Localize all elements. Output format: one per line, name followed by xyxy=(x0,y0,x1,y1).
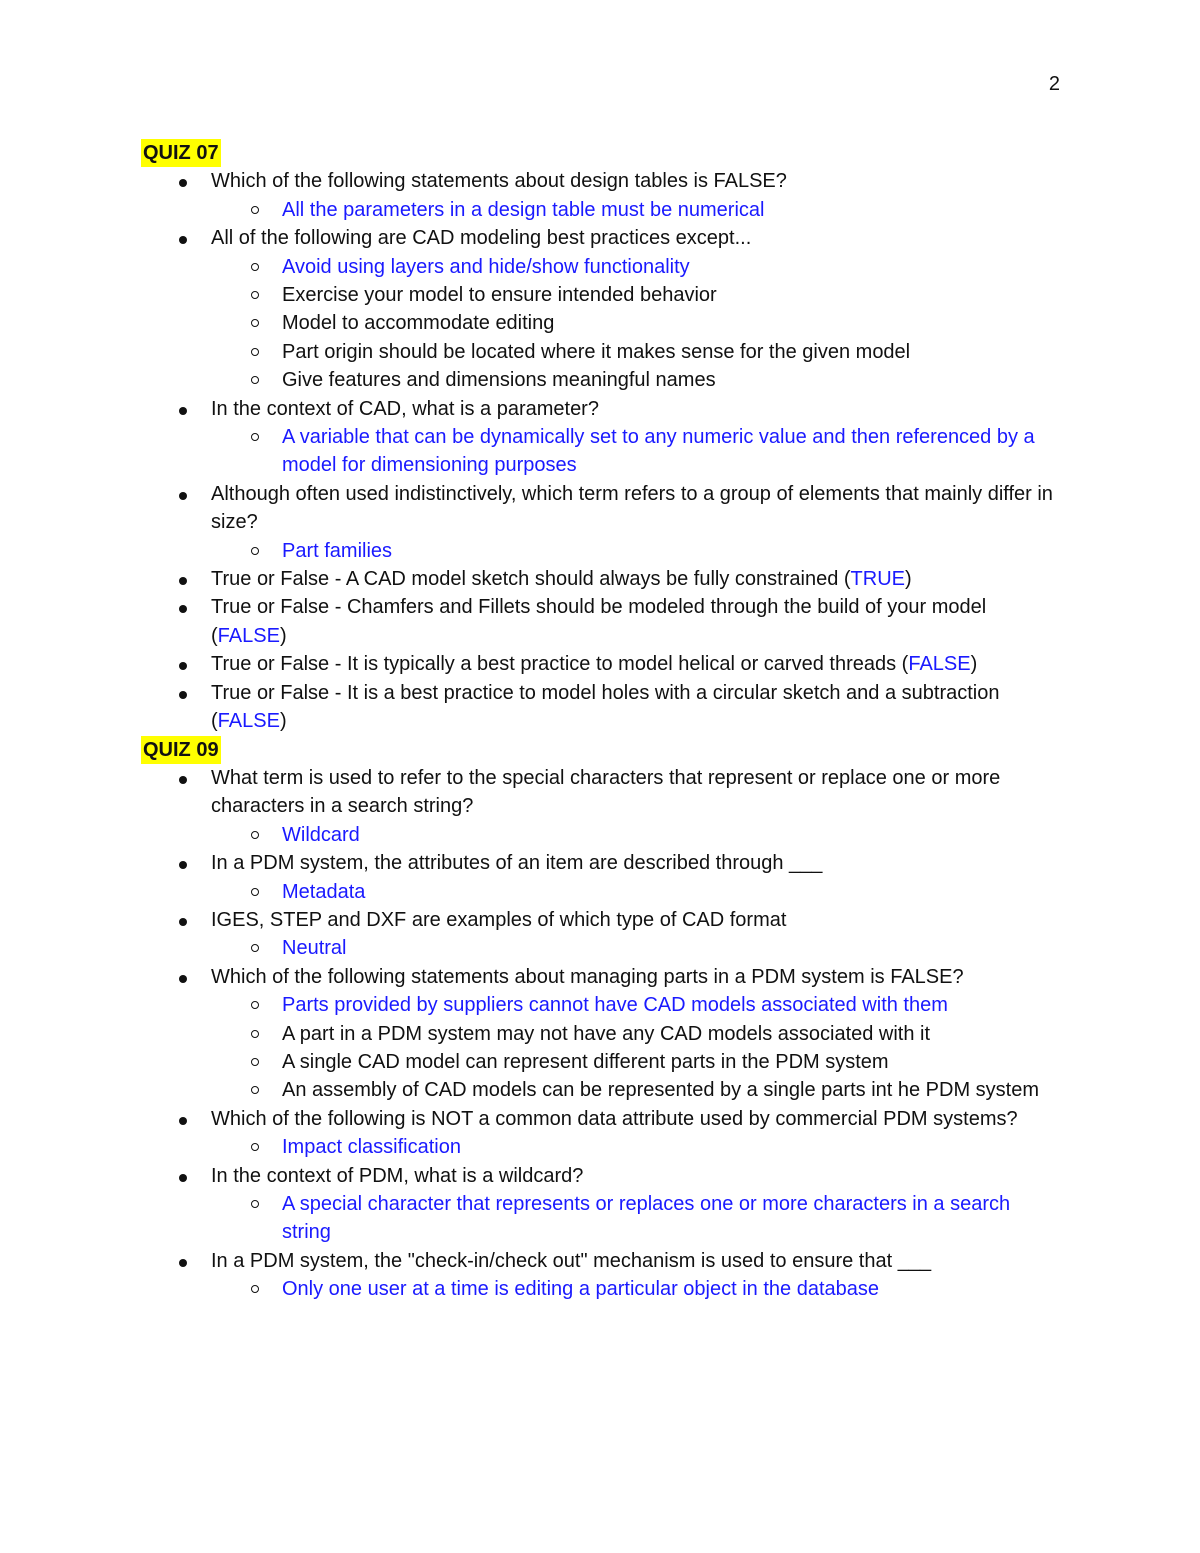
option: Model to accommodate editing xyxy=(141,309,1061,337)
quiz-title: QUIZ 07 xyxy=(141,139,221,167)
answer-option: Part families xyxy=(141,537,1061,565)
option: A single CAD model can represent different parts in the PDM system xyxy=(141,1048,1061,1076)
true-false-question: True or False - It is a best practice to model holes with a circular sketch and a subtraction (FALSE) xyxy=(141,679,1061,736)
inline-answer: TRUE xyxy=(850,568,905,591)
answer-option: Avoid using layers and hide/show functionality xyxy=(141,253,1061,281)
answer-option: Neutral xyxy=(141,934,1061,962)
question-list xyxy=(141,167,1061,735)
question: Although often used indistinctively, which term refers to a group of elements that mainly differ in size? xyxy=(141,480,1061,537)
quiz-09-heading-row xyxy=(141,736,1061,764)
question: In the context of CAD, what is a parameter? xyxy=(141,395,1061,423)
quiz-title: QUIZ 09 xyxy=(141,736,221,764)
option: An assembly of CAD models can be represented by a single parts int he PDM system xyxy=(141,1076,1061,1104)
true-false-question: True or False - A CAD model sketch should always be fully constrained (TRUE) xyxy=(141,565,1061,593)
answer-option: A variable that can be dynamically set to any numeric value and then referenced by a model for dimensioning purposes xyxy=(141,423,1061,480)
true-false-question: True or False - It is typically a best practice to model helical or carved threads (FALSE) xyxy=(141,650,1061,678)
question: Which of the following statements about design tables is FALSE? xyxy=(141,167,1061,195)
answer-option: Impact classification xyxy=(141,1133,1061,1161)
answer-option: Parts provided by suppliers cannot have CAD models associated with them xyxy=(141,991,1061,1019)
question-list xyxy=(141,764,1061,1304)
inline-answer: FALSE xyxy=(217,624,280,647)
question: Which of the following statements about managing parts in a PDM system is FALSE? xyxy=(141,963,1061,991)
quiz-07-heading-row xyxy=(141,139,1061,167)
true-false-question: True or False - Chamfers and Fillets should be modeled through the build of your model (FALSE) xyxy=(141,593,1061,650)
question: Which of the following is NOT a common data attribute used by commercial PDM systems? xyxy=(141,1105,1061,1133)
page-number: 2 xyxy=(1048,73,1060,95)
question: In the context of PDM, what is a wildcard? xyxy=(141,1162,1061,1190)
document-body xyxy=(141,139,1061,1304)
question: In a PDM system, the attributes of an item are described through ___ xyxy=(141,849,1061,877)
inline-answer: FALSE xyxy=(908,653,971,676)
answer-option: Wildcard xyxy=(141,821,1061,849)
question: In a PDM system, the "check-in/check out" mechanism is used to ensure that ___ xyxy=(141,1247,1061,1275)
option: Part origin should be located where it makes sense for the given model xyxy=(141,338,1061,366)
answer-option: A special character that represents or replaces one or more characters in a search string xyxy=(141,1190,1061,1247)
option: A part in a PDM system may not have any CAD models associated with it xyxy=(141,1020,1061,1048)
answer-option: Only one user at a time is editing a particular object in the database xyxy=(141,1275,1061,1303)
option: Exercise your model to ensure intended behavior xyxy=(141,281,1061,309)
answer-option: All the parameters in a design table must be numerical xyxy=(141,196,1061,224)
question: IGES, STEP and DXF are examples of which type of CAD format xyxy=(141,906,1061,934)
inline-answer: FALSE xyxy=(217,710,280,733)
option: Give features and dimensions meaningful names xyxy=(141,366,1061,394)
answer-option: Metadata xyxy=(141,878,1061,906)
question: What term is used to refer to the special characters that represent or replace one or more characters in a search string? xyxy=(141,764,1061,821)
question: All of the following are CAD modeling best practices except... xyxy=(141,224,1061,252)
